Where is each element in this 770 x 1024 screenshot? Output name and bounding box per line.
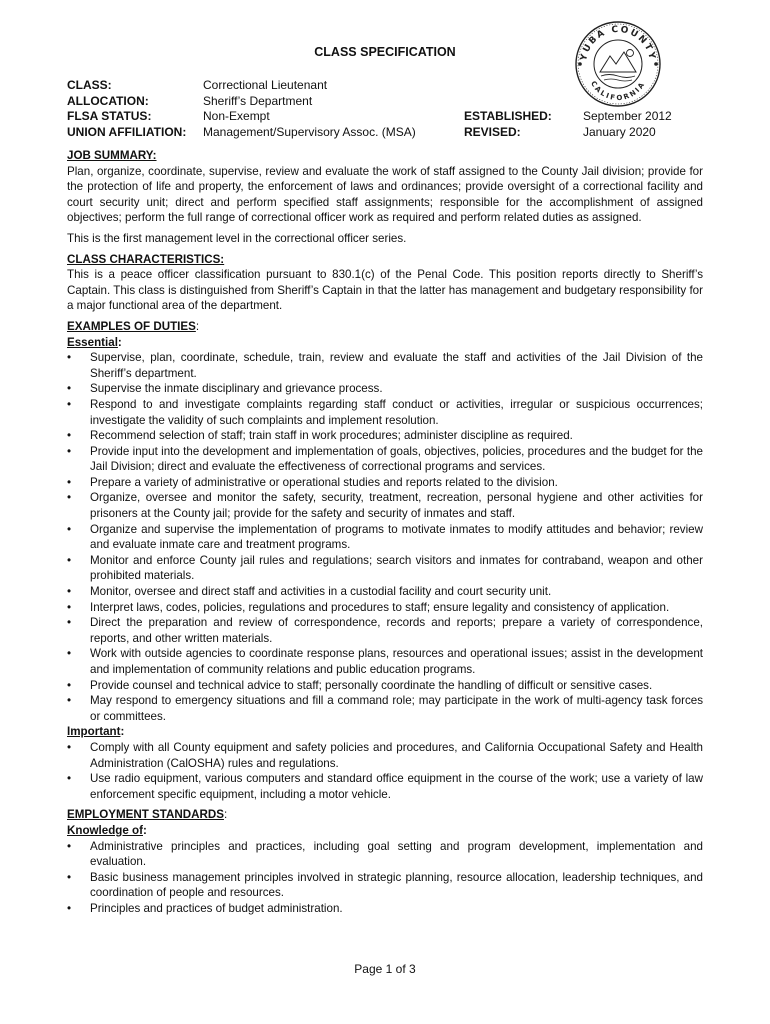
bullet-icon: • [67,740,72,754]
knowledge-label: Knowledge of [67,823,143,837]
essential-duty-item [67,381,703,397]
essential-duty-item-text: Prepare a variety of administrative or operational studies and reports related to the division. [90,475,558,489]
flsa-status-value: Non-Exempt [203,109,270,123]
important-colon: : [120,725,125,739]
seal-top-text: YUBA COUNTY [579,24,657,62]
document-body [67,148,703,917]
essential-duty-item [67,553,703,584]
essential-duty-item [67,646,703,677]
bullet-icon: • [67,475,72,489]
essential-duty-item-text: Provide counsel and technical advice to staff; personally coordinate the handling of difficult or sensitive cases. [90,678,653,692]
essential-duty-item-text: Monitor, oversee and direct staff and activities in a custodial facility and court security unit. [90,585,552,599]
knowledge-item [67,870,703,901]
essential-duty-item-text: Monitor and enforce County jail rules and regulations; search visitors and inmates for contraband, weapon and other prohibited materials. [90,553,703,583]
knowledge-item-text: Basic business management principles involved in strategic planning, resource allocation, leadership techniques, and coordination of people and resources. [90,870,703,900]
bullet-icon: • [67,382,72,396]
allocation-value: Sheriff’s Department [203,93,313,108]
class-characteristics-paragraph: This is a peace officer classification pursuant to 830.1(c) of the Penal Code. This position reports directly to Sheriff’s Captain. This class is distinguished from Sheriff’s Captain in that the latter has management and budgetary responsibility for a major functional area of the department. [67,268,703,313]
header-values [203,78,416,140]
essential-duty-item-text: Direct the preparation and review of correspondence, records and reports; prepare a variety of correspondence, reports, and other written materials. [90,616,703,645]
important-label: Important [67,725,121,739]
svg-text:YUBA COUNTY [579,25,657,63]
essential-duty-item-text: Recommend selection of staff; train staff in work procedures; administer discipline as required. [90,429,573,443]
bullet-icon: • [67,444,72,458]
important-duty-item [67,771,703,802]
essential-duty-item [67,350,703,381]
class-value: Correctional Lieutenant [203,78,328,92]
knowledge-item [67,901,703,917]
flsa-status-label: FLSA STATUS: [67,109,152,123]
established-label: ESTABLISHED: [464,109,552,123]
employment-standards-heading [67,807,703,823]
bullet-icon: • [67,585,72,599]
bullet-icon: • [67,772,72,786]
essential-duty-item [67,678,703,694]
essential-duty-item-text: Organize and supervise the implementation of programs to motivate inmates to modify attitudes and behavior; review and evaluate inmate care and treatment programs. [90,522,703,552]
essential-duty-item [67,428,703,444]
allocation-label: ALLOCATION: [67,93,149,108]
essential-duty-item [67,522,703,553]
bullet-icon: • [67,616,72,630]
bullet-icon: • [67,351,72,365]
bullet-icon: • [67,647,72,661]
examples-of-duties-heading [67,319,703,335]
knowledge-item [67,839,703,870]
header-labels [67,78,186,140]
established-value: September 2012 [583,109,672,123]
essential-duty-item-text: Work with outside agencies to coordinate response plans, resources and operational issues; assist in the development and implementation of community relations and public education programs. [90,647,703,676]
union-affiliation-value: Management/Supervisory Assoc. (MSA) [203,124,416,139]
examples-of-duties-title: EXAMPLES OF DUTIES [67,319,196,333]
employment-standards-title: EMPLOYMENT STANDARDS [67,808,224,822]
union-affiliation-label: UNION AFFILIATION: [67,124,187,139]
bullet-icon: • [67,901,72,915]
bullet-icon: • [67,678,72,692]
knowledge-heading [67,823,703,839]
class-characteristics-heading: CLASS CHARACTERISTICS: [67,252,225,266]
county-seal-icon [574,20,662,108]
essential-duty-item [67,397,703,428]
bullet-icon: • [67,522,72,536]
important-duty-item [67,740,703,771]
page-number: Page 1 of 3 [354,962,416,976]
bullet-icon: • [67,397,72,411]
employment-standards-colon: : [223,808,228,822]
examples-of-duties-colon: : [195,319,200,333]
essential-duty-item-text: Provide input into the development and implementation of goals, objectives, policies, procedures and the budget for the Jail Division; direct and evaluate the effectiveness of correctional programs and services. [90,444,703,474]
knowledge-list [67,839,703,917]
important-duties-list [67,740,703,802]
essential-duty-item-text: Interpret laws, codes, policies, regulations and procedures to staff; ensure legality and consistency of application. [90,600,670,614]
seal-bottom-text: CALIFORNIA [588,79,648,103]
essential-duty-item-text: Respond to and investigate complaints regarding staff conduct or activities, irregular or suspicious occurrences; investigate the validity of such complaints and implement resolution. [90,397,703,427]
essential-duty-item-text: Supervise, plan, coordinate, schedule, train, review and evaluate the staff and activities of the Jail Division of the Sheriff’s department. [90,351,703,380]
essential-colon: : [117,335,122,349]
class-label: CLASS: [67,78,112,92]
essential-duty-item [67,615,703,646]
revised-value: January 2020 [583,124,656,139]
essential-duty-item [67,475,703,491]
job-summary-paragraph: Plan, organize, coordinate, supervise, review and evaluate the work of staff assigned to the County Jail division; provide for the protection of life and property, the enforcement of laws and ordinances; provide oversight of a correctional facility and court security unit; direct and perform specified staff assignments; responsible for the accomplishment of assigned objectives; perform the full range of correctional officer work as required and perform related duties as assigned. [67,164,703,225]
header-dates-values [583,109,672,140]
document-title: CLASS SPECIFICATION [314,45,456,59]
essential-duty-item [67,693,703,724]
bullet-icon: • [67,429,72,443]
essential-duty-item-text: May respond to emergency situations and fill a command role; may participate in the work of multi-agency task forces or committees. [90,694,703,723]
bullet-icon: • [67,600,72,614]
essential-duties-list [67,350,703,724]
knowledge-colon: : [143,823,147,837]
essential-heading [67,335,703,351]
bullet-icon: • [67,870,72,884]
svg-text:CALIFORNIA [589,80,647,103]
essential-label: Essential [67,335,118,349]
job-summary-heading: JOB SUMMARY: [67,149,157,162]
knowledge-item-text: Principles and practices of budget administration. [90,901,343,915]
revised-label: REVISED: [464,124,521,139]
essential-duty-item [67,444,703,475]
knowledge-item-text: Administrative principles and practices, including goal setting and program development, implementation and evaluation. [90,839,703,869]
important-heading [67,724,703,740]
essential-duty-item-text: Supervise the inmate disciplinary and grievance process. [90,382,383,396]
essential-duty-item [67,584,703,600]
job-summary-series-note: This is the first management level in the correctional officer series. [67,231,407,245]
essential-duty-item-text: Organize, oversee and monitor the safety, security, treatment, recreation, personal hygiene and other activities for prisoners at the County jail; provide for the safety and security of inmates and staff. [90,491,703,521]
bullet-icon: • [67,839,72,853]
bullet-icon: • [67,491,72,505]
essential-duty-item [67,490,703,521]
essential-duty-item [67,600,703,616]
bullet-icon: • [67,694,72,708]
header-dates-labels [464,109,552,140]
important-duty-item-text: Comply with all County equipment and safety policies and procedures, and California Occupational Safety and Health Administration (CalOSHA) rules and regulations. [90,740,703,770]
important-duty-item-text: Use radio equipment, various computers and standard office equipment in the course of the work; use a variety of law enforcement specific equipment, including a motor vehicle. [90,772,703,801]
bullet-icon: • [67,553,72,567]
